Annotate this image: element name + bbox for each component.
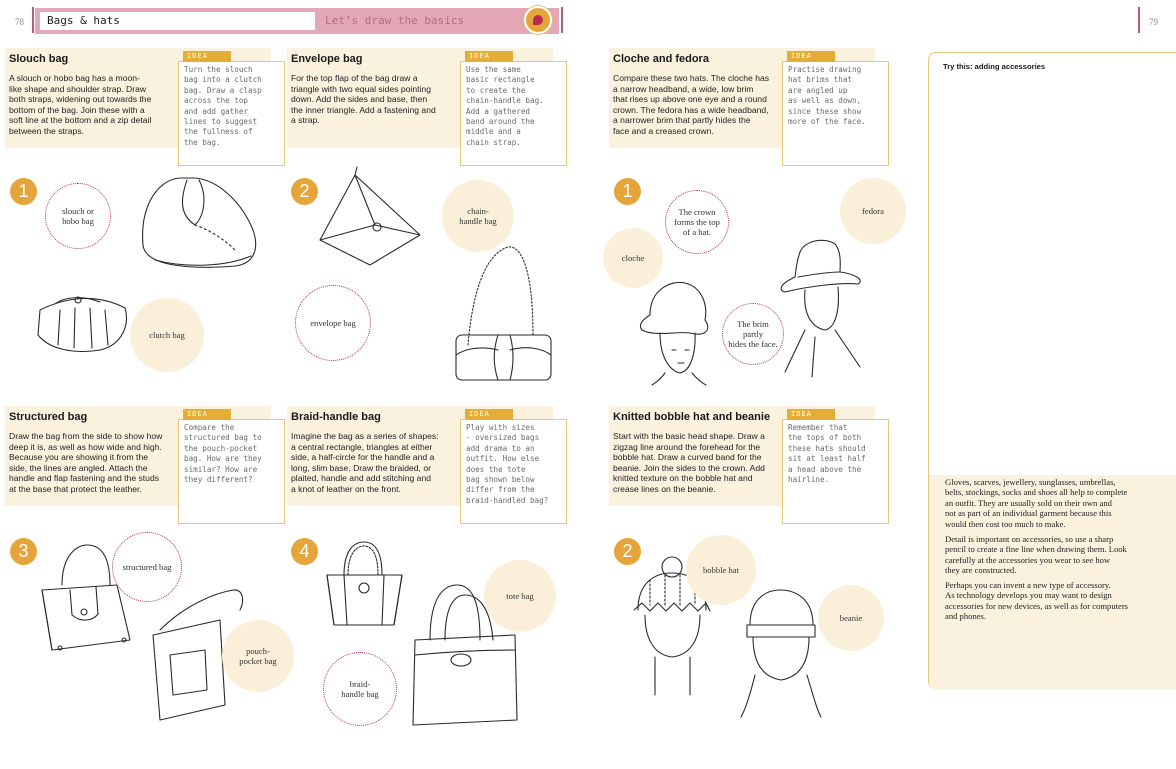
header-divider-left <box>32 7 34 33</box>
page-number-left: 78 <box>15 17 24 27</box>
label-beanie: beanie <box>818 585 884 651</box>
label-clutch-bag: clutch bag <box>130 298 204 372</box>
page-number-right: 79 <box>1149 17 1158 27</box>
label-braid-handle-bag: braid- handle bag <box>323 652 397 726</box>
section-body: A slouch or hobo bag has a moon- like shape and shoulder strap. Draw both straps, widening out towards the bottom of the bag. Join these with a soft line at the bottom and a zip detail between the straps. <box>9 73 152 136</box>
chapter-band <box>35 8 559 34</box>
label-chain-handle-bag: chain- handle bag <box>442 180 514 252</box>
idea-text: Remember that the tops of both these hats should sit at least half a head above the hairline. <box>788 423 866 485</box>
idea-tag: IDEA <box>183 409 231 420</box>
label-slouch-hobo-bag: slouch or hobo bag <box>45 183 111 249</box>
chapter-subtitle: Let’s draw the basics <box>325 14 465 27</box>
label-fedora: fedora <box>840 178 906 244</box>
section-body: Compare these two hats. The cloche has a narrow headband, a wide, low brim that rises up above one eye and a round crown. The fedora has a wide headband, a narrower brim that partly hides the face and a creased crown. <box>613 73 770 136</box>
idea-tag: IDEA <box>465 409 513 420</box>
section-title: Braid-handle bag <box>291 411 381 423</box>
try-this-paragraph: Detail is important on accessories, so use a sharp pencil to create a fine line when drawing them. Look carefully at the accessories you wear to see how they are constructed. <box>945 534 1127 576</box>
clutch-bag-sketch <box>30 290 140 360</box>
book-logo-icon <box>524 6 552 34</box>
step-number: 2 <box>291 178 318 205</box>
label-brim-note: The brim partly hides the face. <box>722 303 784 365</box>
section-title: Slouch bag <box>9 53 69 65</box>
section-body: Imagine the bag as a series of shapes: a central rectangle, triangles at either side, a half-circle for the handle and a long, slim base. Draw the braided, or plaited, handle and add stitching and a knot of leather on the front. <box>291 431 439 494</box>
idea-box-slouch <box>178 52 285 166</box>
label-cloche: cloche <box>603 228 663 288</box>
cloche-hat-sketch <box>630 275 720 385</box>
header-divider-center <box>561 7 563 33</box>
label-envelope-bag: envelope bag <box>295 285 371 361</box>
section-title: Cloche and fedora <box>613 53 709 65</box>
chapter-title: Bags & hats <box>40 12 315 30</box>
envelope-bag-sketch <box>315 165 435 280</box>
step-number: 1 <box>614 178 641 205</box>
idea-tag: IDEA <box>183 51 231 62</box>
idea-text: Practise drawing hat brims that are angled up as well as down, since these show more of the face. <box>788 65 866 127</box>
idea-text: Use the same basic rectangle to create the chain-handle bag. Add a gathered band around the middle and a chain strap. <box>466 65 544 147</box>
idea-box-braid <box>460 410 567 524</box>
header-divider-right <box>1138 7 1140 33</box>
try-this-paragraph: Perhaps you can invent a new type of accessory. As technology develops you may want to design accessories for new devices, as well as for computers and phones. <box>945 580 1129 622</box>
try-this-panel <box>928 52 1176 689</box>
section-title: Structured bag <box>9 411 88 423</box>
label-pouch-pocket-bag: pouch- pocket bag <box>222 620 294 692</box>
step-number: 2 <box>614 538 641 565</box>
label-bobble-hat: bobble hat <box>686 535 756 605</box>
braid-handle-bag-sketch <box>322 540 412 635</box>
section-title: Knitted bobble hat and beanie <box>613 411 771 423</box>
label-crown-note: The crown forms the top of a hat. <box>665 190 729 254</box>
try-this-paragraph: Gloves, scarves, jewellery, sunglasses, umbrellas, belts, stockings, socks and shoes all help to complete an outfit. They are usually sold on their own and not as part of an individual garment because this would then cost too much to make. <box>945 477 1128 529</box>
chain-handle-bag-sketch <box>448 245 558 395</box>
section-body: Start with the basic head shape. Draw a zigzag line around the forehead for the bobble hat. Draw a curved band for the beanie. Join the sides to the crown. Add knitted texture on the bobble hat and crease lines on the beanie. <box>613 431 765 494</box>
idea-box-cloche <box>782 52 889 166</box>
idea-box-structured <box>178 410 285 524</box>
idea-text: Turn the slouch bag into a clutch bag. Draw a clasp across the top and add gather lines to suggest the fullness of the bag. <box>184 65 262 147</box>
step-number: 4 <box>291 538 318 565</box>
idea-box-envelope <box>460 52 567 166</box>
label-tote-bag: tote bag <box>484 560 556 632</box>
section-title: Envelope bag <box>291 53 363 65</box>
idea-text: Compare the structured bag to the pouch-pocket bag. How are they similar? How are they different? <box>184 423 262 485</box>
idea-tag: IDEA <box>787 409 835 420</box>
fedora-hat-sketch <box>770 232 870 382</box>
section-body: For the top flap of the bag draw a triangle with two equal sides pointing down. Add the sides and base, then the inner triangle. Add a fastening and a strap. <box>291 73 436 126</box>
label-structured-bag: structured bag <box>112 532 182 602</box>
beanie-sketch <box>735 585 825 720</box>
slouch-bag-sketch <box>125 170 275 280</box>
step-number: 1 <box>10 178 37 205</box>
idea-text: Play with sizes - oversized bags add drama to an outfit. How else does the tote bag shown below differ from the braid-handled bag? <box>466 423 549 505</box>
idea-tag: IDEA <box>465 51 513 62</box>
try-this-title: Try this: adding accessories <box>943 62 1046 71</box>
idea-box-bobble <box>782 410 889 524</box>
step-number: 3 <box>10 538 37 565</box>
idea-tag: IDEA <box>787 51 835 62</box>
section-body: Draw the bag from the side to show how deep it is, as well as how wide and high. Because you are showing it from the side, the lines are angled. Attach the handle and flap fastening and the studs at the base that protect the leather. <box>9 431 163 494</box>
